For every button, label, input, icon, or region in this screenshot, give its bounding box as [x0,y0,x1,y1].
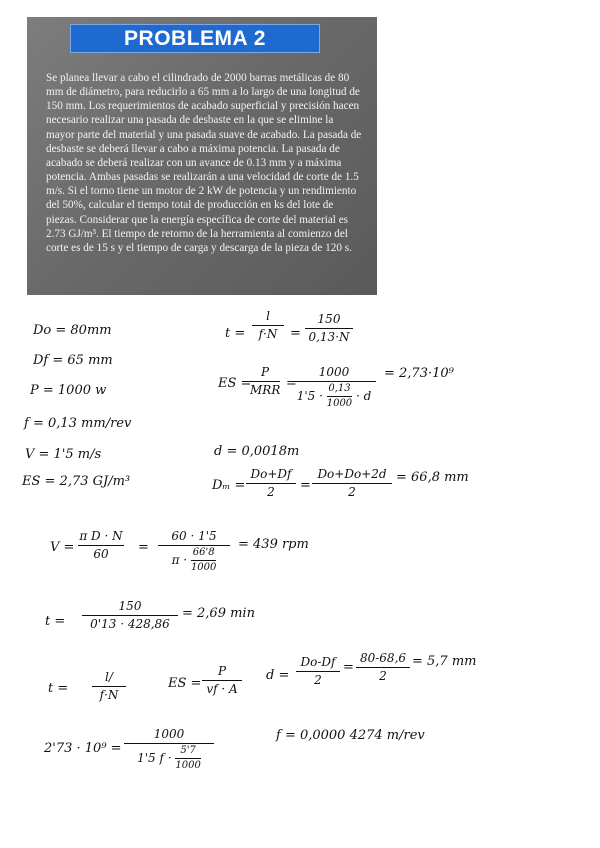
eq-e4-den-a: 1'5 f · [137,751,172,765]
eq-dm-result: = 66,8 mm [396,470,469,485]
given-diameter-final: Df = 65 mm [33,353,113,368]
eq-t3-frac [92,671,126,702]
problem-panel [27,17,377,295]
fraction-bar [246,483,296,484]
eq-v-subden: 1000 [190,562,217,573]
eq-v-lhs: V = [50,540,75,555]
eq-e4-subnum: 5'7 [180,745,196,756]
problem-statement: Se planea llevar a cabo el cilindrado de 2000 barras metálicas de 80 mm de diámetro, para reducirlo a 65 mm a lo largo de una longitud de 150 mm. Los requerimientos de acabado superficial y precisión hacen necesario realizar una pasada de desbaste en la que se elimine la mayor parte del material y una pasada suave de acabado. La pasada de desbaste se deberá llevar a cabo a máxima potencia. La pasada de acabado se deberá realizar con un avance de 0.13 mm y a máxima potencia. Ambas pasadas se realizarán a una velocidad de corte de 1.5 m/s. Si el torno tiene un motor de 2 kW de potencia y un rendimiento del 50%, calcular el tiempo total de producción en ks del lote de piezas. Considerar que la energía específica de corte del material es 2.73 GJ/m³. El tiempo de retorno de la herramienta al comienzo del corte es de 15 s y el tiempo de carga y descarga de la pieza de 120 s. [46,72,362,254]
eq-d2-num1: Do-Df [300,655,336,669]
eq-e4-lhs: 2'73 · 10⁹ = [44,741,122,756]
eq-dm-num2: Do+Do+2d [317,467,387,481]
result-feed: f = 0,0000 4274 m/rev [276,728,425,743]
eq-v-den1: 60 [93,547,109,561]
eq-es3-frac [202,665,242,696]
fraction-bar [82,615,178,616]
eq-d2-den1: 2 [314,673,322,687]
fraction-bar [191,560,216,561]
eq-dm-equals: = [300,478,311,493]
eq-v-result: = 439 rpm [238,537,309,552]
eq-t3-num: l/ [105,670,113,684]
eq-d2-frac2 [356,652,410,683]
eq-time-den2: 0,13·N [308,330,350,344]
given-diameter-initial: Do = 80mm [33,323,112,338]
eq-time-num2: 150 [317,312,341,326]
fraction-bar [327,396,352,397]
eq-d2-frac1 [296,656,340,687]
eq-t2-lhs: t = [45,614,66,629]
fraction-bar [202,680,242,681]
eq-t2-num: 150 [118,599,142,613]
fraction-bar [158,545,230,546]
fraction-bar [312,483,392,484]
fraction-bar [305,328,353,329]
eq-es-num2: 1000 [318,365,350,379]
eq-es-num1: P [260,365,270,379]
eq-time-equals: = [290,326,301,341]
eq-v-den2a: π · [171,553,188,567]
eq-es3-num: P [217,664,227,678]
fraction-bar [78,545,124,546]
problem-title: PROBLEMA 2 [70,24,320,53]
eq-dm-lhs: Dₘ = [212,478,246,493]
given-feed: f = 0,13 mm/rev [24,416,132,431]
eq-e4-num: 1000 [153,727,185,741]
eq-v-den2-subfrac [191,548,216,573]
eq-t2-result: = 2,69 min [182,606,255,621]
given-specific-energy: ES = 2,73 GJ/m³ [22,474,131,489]
eq-es-den2-subfrac [327,384,352,409]
fraction-bar [252,325,284,326]
eq-v-subnum: 66'8 [192,547,215,558]
eq-t2-den: 0'13 · 428,86 [90,617,170,631]
eq-es-frac2 [292,366,376,409]
eq-es-den2a: 1'5 · [296,389,323,403]
eq-time-frac2 [305,313,353,344]
eq-es-subnum: 0,13 [328,383,351,394]
fraction-bar [250,381,280,382]
eq-es-den2c: · d [356,389,372,403]
result-depth: d = 0,0018m [214,444,300,459]
eq-es-subden: 1000 [326,398,353,409]
fraction-bar [356,667,410,668]
given-velocity: V = 1'5 m/s [25,447,102,462]
eq-es-den1: MRR [250,383,281,397]
eq-v-frac1 [78,530,124,561]
eq-dm-frac2 [312,468,392,499]
eq-d2-num2: 80-68,6 [359,651,407,665]
eq-es-result: = 2,73·10⁹ [384,366,454,381]
eq-es-frac1 [250,366,280,397]
eq-v-frac2 [158,530,230,573]
eq-d2-result: = 5,7 mm [412,654,477,669]
eq-time-frac1 [252,310,284,341]
eq-t3-den: f·N [99,688,119,702]
eq-dm-den1: 2 [267,485,275,499]
eq-es-equals: = [286,376,297,391]
fraction-bar [92,686,126,687]
eq-d2-equals: = [343,660,354,675]
eq-es-lhs: ES = [218,376,252,391]
eq-e4-subden: 1000 [175,760,201,771]
eq-es3-den: vf · A [206,682,238,696]
fraction-bar [292,381,376,382]
eq-d2-den2: 2 [379,669,387,683]
eq-time-lhs: t = [225,326,246,341]
eq-time-num1: l [266,309,270,323]
eq-time-den1: f·N [258,327,278,341]
eq-v-num1: π D · N [79,529,123,543]
fraction-bar [296,671,340,672]
fraction-bar [124,743,214,744]
eq-v-equals: = [138,540,149,555]
eq-e4-frac [124,728,214,771]
given-power: P = 1000 w [30,383,107,398]
eq-t3-lhs: t = [48,681,69,696]
eq-t2-frac [82,600,178,631]
eq-dm-frac1 [246,468,296,499]
eq-dm-num1: Do+Df [250,467,292,481]
eq-d2-lhs: d = [266,668,290,683]
eq-es3-lhs: ES = [168,676,202,691]
eq-v-num2: 60 · 1'5 [171,529,217,543]
fraction-bar [175,758,200,759]
eq-e4-den-subfrac [175,746,200,771]
eq-dm-den2: 2 [348,485,356,499]
